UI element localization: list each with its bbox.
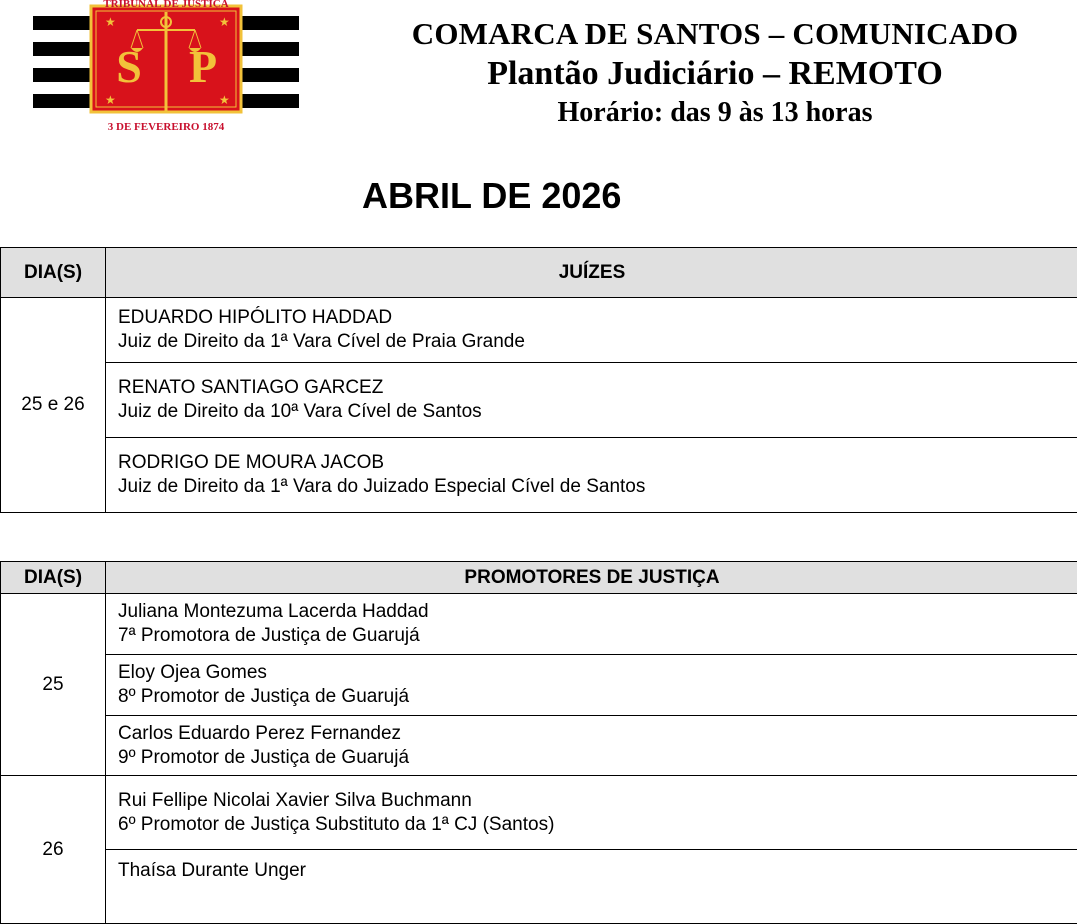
person-cell — [106, 363, 1077, 438]
person-role: 6º Promotor de Justiça Substituto da 1ª CJ (Santos) — [118, 813, 1077, 837]
star-icon: ★ — [105, 93, 116, 107]
day-cell: 25 e 26 — [1, 298, 106, 513]
person-name: Rui Fellipe Nicolai Xavier Silva Buchmann — [118, 789, 1077, 813]
header-title: COMARCA DE SANTOS – COMUNICADO — [392, 14, 1038, 54]
person-role: 9º Promotor de Justiça de Guarujá — [118, 746, 1077, 770]
day-cell: 25 — [1, 594, 106, 776]
table-row — [1, 438, 1077, 513]
col-day-header: DIA(S) — [1, 248, 106, 298]
person-name: Eloy Ojea Gomes — [118, 661, 1077, 685]
person-name: EDUARDO HIPÓLITO HADDAD — [118, 306, 1077, 330]
logo-letter-p: P — [189, 41, 217, 92]
person-name: RENATO SANTIAGO GARCEZ — [118, 376, 1077, 400]
table-row — [1, 655, 1077, 716]
person-name: Carlos Eduardo Perez Fernandez — [118, 722, 1077, 746]
month-title: ABRIL DE 2026 — [362, 174, 621, 218]
person-role: 7ª Promotora de Justiça de Guarujá — [118, 624, 1077, 648]
star-icon: ★ — [105, 15, 116, 29]
person-cell — [106, 655, 1077, 716]
person-cell — [106, 850, 1077, 924]
table-row — [1, 363, 1077, 438]
person-cell — [106, 298, 1077, 363]
col-day-header: DIA(S) — [1, 562, 106, 594]
person-role: Juiz de Direito da 1ª Vara do Juizado Especial Cível de Santos — [118, 475, 1077, 499]
person-name: RODRIGO DE MOURA JACOB — [118, 451, 1077, 475]
header-schedule: Horário: das 9 às 13 horas — [392, 94, 1038, 131]
col-people-header: PROMOTORES DE JUSTIÇA — [106, 562, 1077, 594]
star-icon: ★ — [219, 93, 230, 107]
tjsp-logo — [33, 0, 299, 136]
table-row — [1, 776, 1077, 850]
person-name: Thaísa Durante Unger — [118, 859, 1077, 883]
table-header-row — [1, 248, 1077, 298]
logo-letter-s: S — [116, 41, 142, 92]
table-row — [1, 716, 1077, 776]
table-row — [1, 298, 1077, 363]
judges-table — [0, 247, 1077, 513]
person-name: Juliana Montezuma Lacerda Haddad — [118, 600, 1077, 624]
logo-bottom-text: 3 DE FEVEREIRO 1874 — [108, 121, 225, 133]
person-cell — [106, 438, 1077, 513]
person-role: 8º Promotor de Justiça de Guarujá — [118, 685, 1077, 709]
person-cell — [106, 776, 1077, 850]
star-icon: ★ — [219, 15, 230, 29]
table-row — [1, 594, 1077, 655]
day-cell: 26 — [1, 776, 106, 924]
header-subtitle: Plantão Judiciário – REMOTO — [392, 54, 1038, 94]
prosecutors-table — [0, 561, 1077, 924]
table-row — [1, 850, 1077, 924]
col-people-header: JUÍZES — [106, 248, 1077, 298]
person-cell — [106, 716, 1077, 776]
person-role: Juiz de Direito da 10ª Vara Cível de Santos — [118, 400, 1077, 424]
table-header-row — [1, 562, 1077, 594]
logo-top-text: TRIBUNAL DE JUSTIÇA — [103, 0, 228, 10]
header — [392, 14, 1038, 131]
person-cell — [106, 594, 1077, 655]
person-role: Juiz de Direito da 1ª Vara Cível de Praia Grande — [118, 330, 1077, 354]
